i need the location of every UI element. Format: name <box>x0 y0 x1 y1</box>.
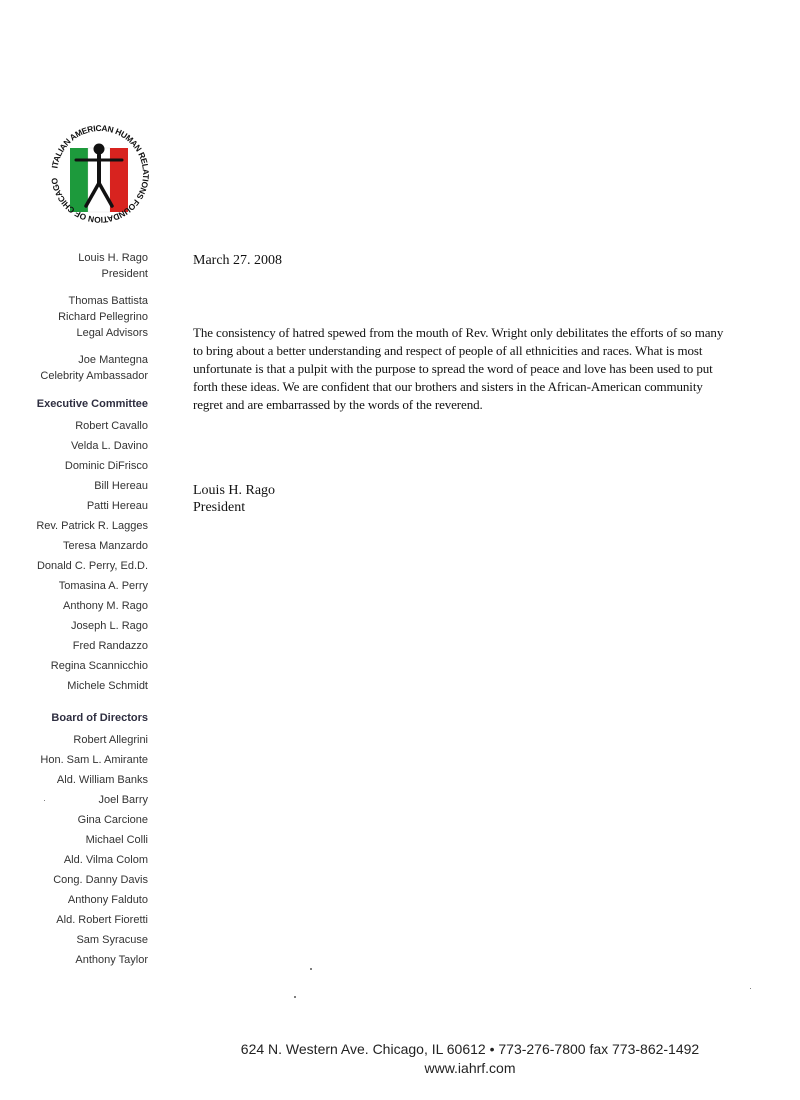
officer-role: President <box>101 268 148 280</box>
member-name: Anthony Falduto <box>67 894 148 906</box>
foundation-logo-icon <box>50 118 150 228</box>
member-name: Cong. Danny Davis <box>53 874 148 886</box>
member-name: Hon. Sam L. Amirante <box>40 754 148 766</box>
member-name: Robert Cavallo <box>75 420 148 432</box>
member-name: Michael Colli <box>85 834 148 846</box>
member-name: Ald. Vilma Colom <box>63 854 148 866</box>
member-name: Donald C. Perry, Ed.D. <box>36 560 148 572</box>
board-of-directors-list <box>10 730 148 970</box>
member-name: Bill Hereau <box>94 480 148 492</box>
officer-role: Legal Advisors <box>76 327 148 339</box>
member-name: Anthony M. Rago <box>63 600 148 612</box>
member-name: Regina Scannicchio <box>50 660 148 672</box>
member-name: Patti Hereau <box>86 500 148 512</box>
member-name: Anthony Taylor <box>75 954 148 966</box>
letter-signature <box>193 482 733 516</box>
member-name: Michele Schmidt <box>67 680 148 692</box>
logo-text: ITALIAN AMERICAN HUMAN REL IONS FOUNDATION OF CHICAGO <box>50 122 150 226</box>
footer-address: 624 N. Western Ave. Chicago, IL 60612 • 773-276-7800 fax 773-862-1492 <box>240 1041 700 1057</box>
executive-committee-heading: Executive Committee <box>36 398 148 410</box>
member-name: Ald. Robert Fioretti <box>56 914 148 926</box>
member-name: Sam Syracuse <box>76 934 148 946</box>
member-name: Gina Carcione <box>77 814 148 826</box>
member-name: Teresa Manzardo <box>63 540 148 552</box>
signature-name: Louis H. Rago <box>193 483 276 498</box>
officer-legal-advisors <box>10 293 148 341</box>
member-name: Joseph L. Rago <box>70 620 148 632</box>
member-name: Tomasina A. Perry <box>58 580 148 592</box>
scan-speck <box>310 968 312 970</box>
board-of-directors-heading: Board of Directors <box>51 712 148 724</box>
member-name: Fred Randazzo <box>72 640 148 652</box>
officer-president <box>10 250 148 282</box>
executive-committee-list <box>10 416 148 696</box>
scan-speck <box>44 800 45 801</box>
letter-content <box>193 252 733 516</box>
member-name: Robert Allegrini <box>73 734 148 746</box>
officer-role: Celebrity Ambassador <box>40 370 148 382</box>
scan-speck <box>294 996 296 998</box>
foundation-logo <box>50 118 150 228</box>
officer-ambassador <box>10 352 148 384</box>
letterhead-footer <box>150 1040 790 1078</box>
letterhead-sidebar <box>10 250 148 970</box>
logo-red-stripe <box>110 148 128 212</box>
letter-date: March 27. 2008 <box>193 253 283 268</box>
officer-name: Thomas Battista <box>68 295 148 307</box>
logo-green-stripe <box>70 148 88 212</box>
officer-name: Louis H. Rago <box>78 252 148 264</box>
officer-name: Joe Mantegna <box>78 354 148 366</box>
letter-body: The consistency of hatred spewed from the mouth of Rev. Wright only debilitates the efforts of so many to bring about a better understanding and respect of people of all ethnicities and races. What is most unfortunate is that a pulpit with the purpose to spread the word of peace and love has been used to put forth these ideas. We are confident that our brothers and sisters in the African-American community regret and are embarrassed by the words of the reverend. <box>193 325 724 412</box>
footer-website: www.iahrf.com <box>424 1060 516 1076</box>
scan-speck <box>750 988 751 989</box>
member-name: Joel Barry <box>98 794 148 806</box>
member-name: Dominic DiFrisco <box>64 460 148 472</box>
member-name: Ald. William Banks <box>56 774 148 786</box>
member-name: Rev. Patrick R. Lagges <box>36 520 148 532</box>
officer-name: Richard Pellegrino <box>58 311 148 323</box>
signature-title: President <box>193 500 246 515</box>
member-name: Velda L. Davino <box>70 440 148 452</box>
